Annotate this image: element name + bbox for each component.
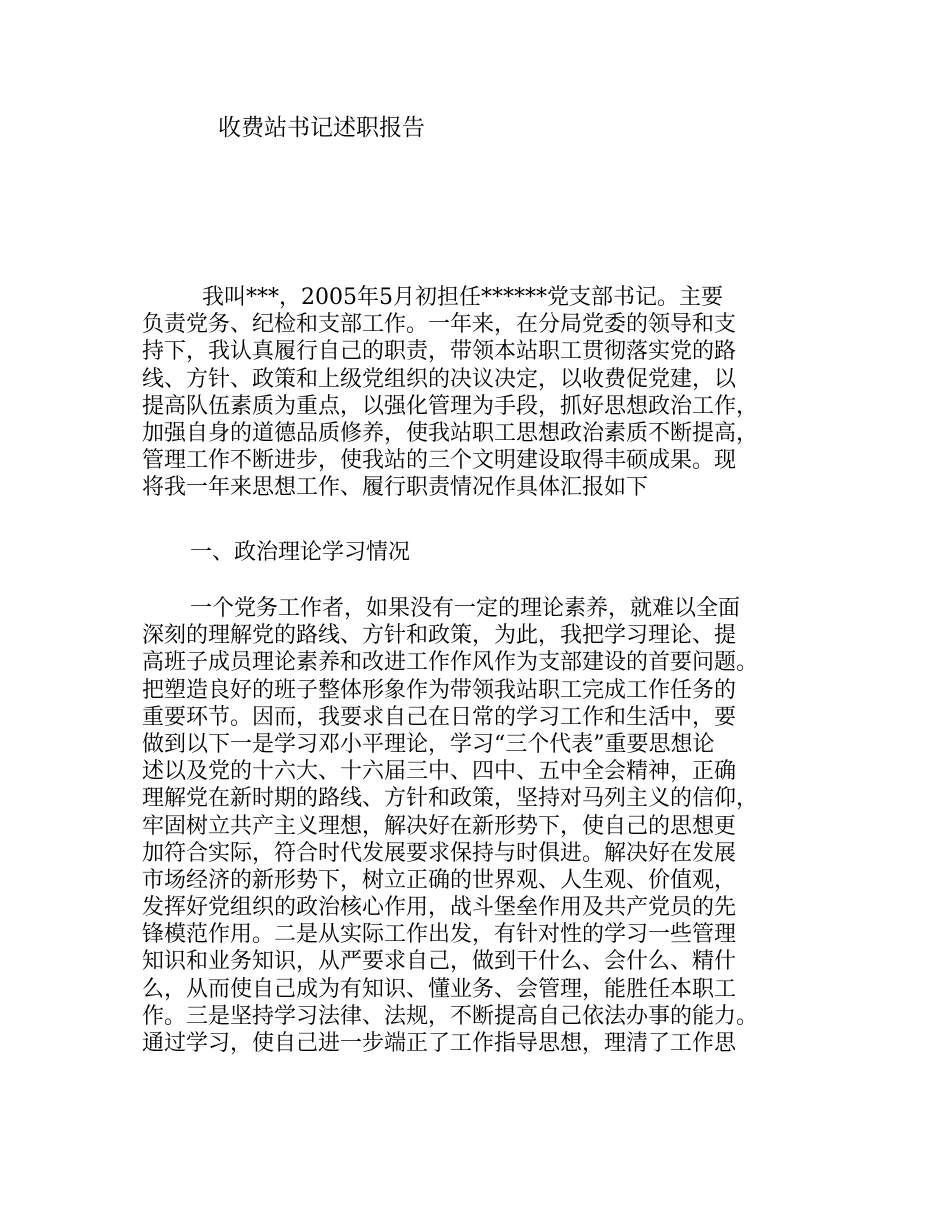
paragraph-line: 理解党在新时期的路线、方针和政策，坚持对马列主义的信仰， bbox=[142, 786, 759, 812]
paragraph-line: 发挥好党组织的政治核心作用，战斗堡垒作用及共产党员的先 bbox=[142, 895, 737, 921]
paragraph-line: 通过学习，使自己进一步端正了工作指导思想，理清了工作思 bbox=[142, 1031, 737, 1056]
paragraph-line: 线、方针、政策和上级党组织的决议决定，以收费促党建，以 bbox=[142, 366, 737, 392]
paragraph-line: 提高队伍素质为重点，以强化管理为手段，抓好思想政治工作， bbox=[142, 393, 759, 419]
paragraph-line: 么，从而使自己成为有知识、懂业务、会管理，能胜任本职工 bbox=[142, 976, 737, 1002]
paragraph-line: 知识和业务知识，从严要求自己，做到干什么、会什么、精什 bbox=[142, 949, 737, 975]
paragraph-line: 作。三是坚持学习法律、法规，不断提高自己依法办事的能力。 bbox=[142, 1003, 759, 1029]
paragraph-line: 市场经济的新形势下，树立正确的世界观、人生观、价值观， bbox=[142, 867, 737, 893]
paragraph-line: 把塑造良好的班子整体形象作为带领我站职工完成工作任务的 bbox=[142, 677, 737, 703]
paragraph-line: 加符合实际，符合时代发展要求保持与时俱进。解决好在发展 bbox=[142, 840, 737, 866]
paragraph-line: 做到以下一是学习邓小平理论，学习“三个代表”重要思想论 bbox=[142, 731, 715, 757]
document-title: 收费站书记述职报告 bbox=[218, 115, 425, 141]
section-heading bbox=[142, 539, 814, 566]
paragraph-line: 深刻的理解党的路线、方针和政策，为此，我把学习理论、提 bbox=[142, 623, 737, 649]
paragraph-line: 述以及党的十六大、十六届三中、四中、五中全会精神，正确 bbox=[142, 759, 737, 785]
paragraph-line: 重要环节。因而，我要求自己在日常的学习工作和生活中，要 bbox=[142, 704, 737, 730]
paragraph-line: 高班子成员理论素养和改进工作作风作为支部建设的首要问题。 bbox=[142, 650, 759, 676]
section-heading-text: 一、政治理论学习情况 bbox=[190, 540, 411, 565]
paragraph-intro bbox=[142, 284, 814, 502]
paragraph-line: 负责党务、纪检和支部工作。一年来，在分局党委的领导和支 bbox=[142, 312, 737, 338]
paragraph-line: 一个党务工作者，如果没有一定的理论素养，就难以全面 bbox=[190, 596, 741, 621]
paragraph-line: 将我一年来思想工作、履行职责情况作具体汇报如下 bbox=[142, 475, 649, 501]
paragraph-theory-study bbox=[142, 595, 814, 1057]
paragraph-line: 牢固树立共产主义理想，解决好在新形势下，使自己的思想更 bbox=[142, 813, 737, 839]
paragraph-line: 加强自身的道德品质修养，使我站职工思想政治素质不断提高， bbox=[142, 420, 759, 446]
paragraph-line: 持下，我认真履行自己的职责，带领本站职工贯彻落实党的路 bbox=[142, 339, 737, 365]
paragraph-line: 我叫***，2005年5月初担任******党支部书记。主要 bbox=[202, 285, 723, 310]
paragraph-line: 管理工作不断进步，使我站的三个文明建设取得丰硕成果。现 bbox=[142, 448, 737, 474]
paragraph-line: 锋模范作用。二是从实际工作出发，有针对性的学习一些管理 bbox=[142, 922, 737, 948]
